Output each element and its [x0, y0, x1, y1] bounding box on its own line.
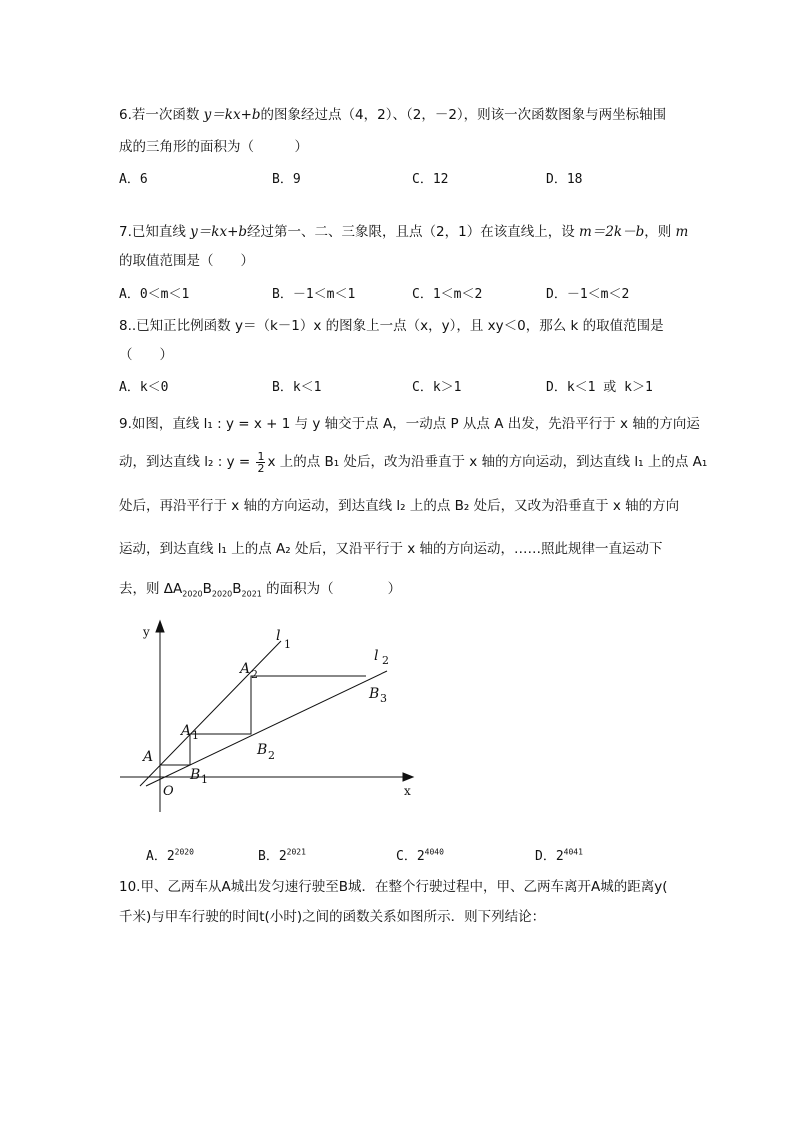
point-A-label: A	[143, 749, 154, 765]
point-B3-subscript: 3	[380, 692, 387, 705]
q9-option-a: A．$2^{2020}$	[146, 847, 194, 864]
q6-option-d: D．18	[546, 172, 583, 187]
q9-line5: 去，则 $\Delta A_{2020}B_{2020}B_{2021}$ 的面积为（ ）	[119, 581, 402, 599]
l1-subscript: 1	[284, 638, 291, 651]
point-B1-label: B	[190, 767, 201, 783]
point-A1-label: A	[181, 723, 192, 739]
x-axis-label: x	[404, 784, 411, 798]
y-axis-arrow	[156, 621, 164, 632]
point-B1-subscript: 1	[201, 773, 208, 786]
x-axis-arrow	[403, 773, 413, 781]
q6-option-b: B．9	[272, 172, 301, 187]
q8-line2: （ ）	[119, 347, 173, 363]
q6-option-a: A．6	[119, 172, 148, 187]
q8-option-d: D．k＜1 或 k＞1	[546, 380, 653, 395]
line-l1	[140, 641, 281, 786]
l2-label: l	[374, 648, 379, 664]
q9-option-b: B．$2^{2021}$	[258, 847, 306, 864]
q9-option-c: C．$2^{4040}$	[396, 847, 444, 864]
point-A1-subscript: 1	[192, 729, 199, 742]
q10-line1: 10.甲、乙两车从A城出发匀速行驶至B城．在整个行驶过程中，甲、乙两车离开A城的距离y(	[119, 879, 668, 895]
q9-line4: 运动，到达直线 l₁ 上的点 A₂ 处后，又沿平行于 x 轴的方向运动，……照此规律一直运动下	[119, 541, 663, 557]
q10-line2: 千米)与甲车行驶的时间t(小时)之间的函数关系如图所示．则下列结论：	[119, 909, 546, 925]
q9-option-d: D．$2^{4041}$	[535, 847, 583, 864]
q9-line3: 处后，再沿平行于 x 轴的方向运动，到达直线 l₂ 上的点 B₂ 处后，又改为沿垂直于 x 轴的方向	[119, 498, 680, 514]
q6-option-c: C．12	[412, 172, 449, 187]
y-axis-label: y	[143, 625, 150, 639]
q7-option-c: C．1＜m＜2	[412, 287, 483, 302]
point-B2-label: B	[257, 742, 268, 758]
fraction-one-half: $\frac{1}{2}$	[257, 449, 265, 475]
point-A2-label: A	[240, 661, 251, 677]
q6-expr: y＝kx+b	[203, 107, 261, 123]
q8-option-a: A．k＜0	[119, 380, 169, 395]
point-B3-label: B	[369, 686, 380, 702]
q9-line2: 动，到达直线 l₂ : y = $\frac{1}{2}$ x 上的点 B₁ 处后，改为沿垂直于 x 轴的方向运动，到达直线 l₁ 上的点 A₁	[119, 449, 708, 475]
q6-line1: 6.若一次函数 y＝kx+b的图象经过点（4，2）、（2，－2），则该一次函数图象与两坐标轴围	[119, 107, 667, 123]
q8-option-c: C．k＞1	[412, 380, 462, 395]
q9-line1: 9.如图，直线 l₁ : y = x + 1 与 y 轴交于点 A，一动点 P 从点 A 出发，先沿平行于 x 轴的方向运	[119, 416, 700, 432]
point-A2-subscript: 2	[251, 668, 258, 681]
q7-line2: 的取值范围是（ ）	[119, 253, 254, 269]
q7-option-d: D．－1＜m＜2	[546, 287, 630, 302]
point-B2-subscript: 2	[268, 749, 275, 762]
q8-line1: 8..已知正比例函数 y＝（k－1）x 的图象上一点（x，y），且 xy＜0，那么 k 的取值范围是	[119, 318, 664, 334]
origin-label: O	[163, 784, 174, 799]
q6-line2: 成的三角形的面积为（ ）	[119, 139, 308, 155]
l2-subscript: 2	[382, 654, 389, 667]
q7-option-a: A．0＜m＜1	[119, 287, 190, 302]
l1-label: l	[276, 628, 281, 644]
q7-line1: 7.已知直线 y＝kx+b经过第一、二、三象限，且点（2，1）在该直线上，设 m＝2k－b，则 m	[119, 224, 689, 240]
q7-option-b: B．－1＜m＜1	[272, 287, 356, 302]
q8-option-b: B．k＜1	[272, 380, 322, 395]
